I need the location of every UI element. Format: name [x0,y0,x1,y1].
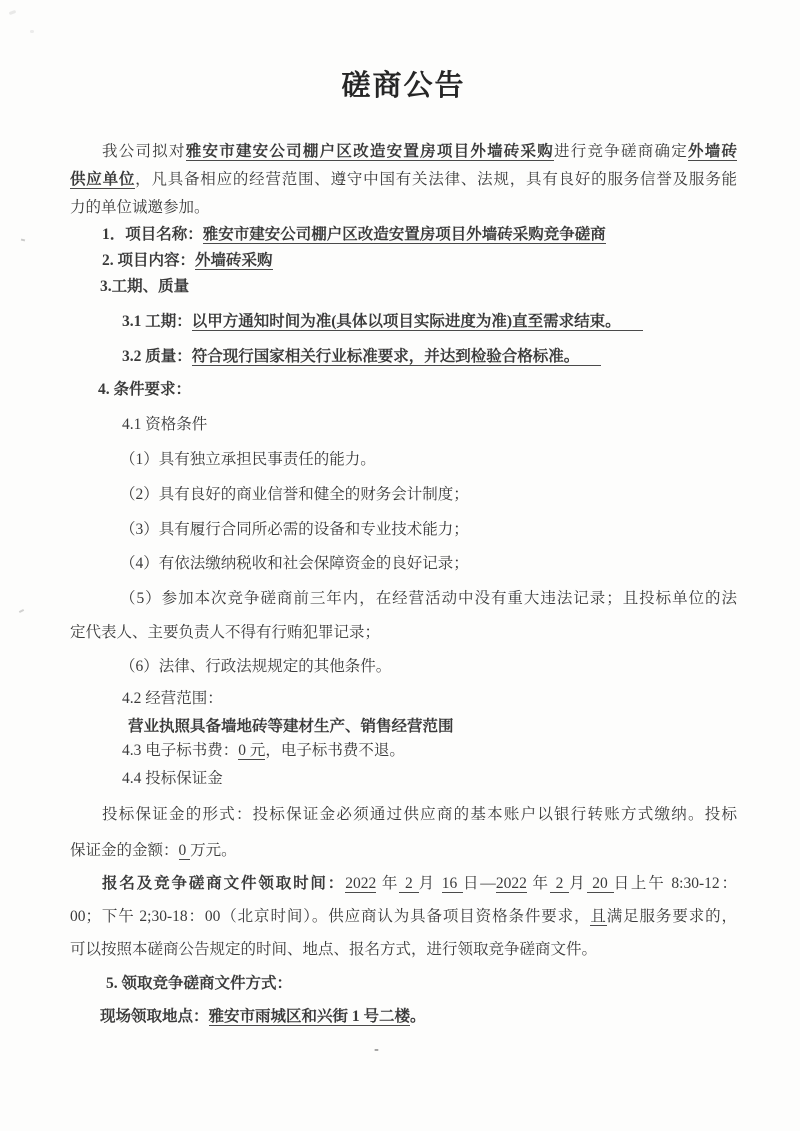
qualification-heading: 4.1 资格条件 [122,416,208,433]
signup-text: 满足服务要求的， [606,908,737,925]
quality-label: 3.2 质量： [122,348,192,365]
section-3-heading: 3.工期、质量 [100,278,190,295]
quality-value: 符合现行国家相关行业标准要求，并达到检验合格标准。 [192,348,602,366]
deposit-amount-label: 保证金的金额： [70,842,179,859]
quality-item [70,344,737,370]
condition-item: （2）具有良好的商业信誉和健全的财务会计制度； [120,486,469,503]
signup-text: 00；下午 2;30-18：00（北京时间）。供应商认为具备项目资格条件要求， [70,908,591,925]
signup-time-line-1 [70,871,737,897]
scan-speck [21,239,25,242]
condition-item-line-2: 定代表人、主要负责人不得有行贿犯罪记录； [70,624,381,641]
intro-text: ，凡具备相应的经营范围、遵守中国有关法律、法规，具有良好的服务信誉及服务能 [135,171,737,188]
deposit-amount-unit: 万元。 [190,842,237,859]
signup-month-2: 2 [549,875,570,892]
section-4-heading: 4. 条件要求： [98,381,192,398]
duration-value: 以甲方通知时间为准(具体以项目实际进度为准)直至需求结束。 [192,313,643,331]
signup-year-2: 2022 [495,875,527,892]
page-number-mark: - [374,1042,379,1057]
signup-month-1: 2 [399,875,419,892]
intro-line-3 [70,194,737,222]
project-content-value: 外墙砖采购 [195,252,273,269]
signup-day-2: 20 [586,875,614,892]
project-name-label: 1．项目名称： [102,226,203,243]
pickup-location-item [70,1004,737,1030]
duration-item [70,309,737,335]
pickup-location-label: 现场领取地点： [100,1008,209,1025]
signup-sep: 年 [376,875,400,892]
intro-line-1 [70,138,737,166]
intro-text: 我公司拟对 [102,143,186,160]
condition-item: （6）法律、行政法规规定的其他条件。 [120,658,392,675]
scan-speck [9,10,17,15]
section-5-heading: 5. 领取竞争磋商文件方式： [106,975,293,992]
business-scope-heading: 4.2 经营范围： [122,690,223,707]
signup-time-tail: 日上午 8:30-12： [613,875,738,892]
signup-time-line-2 [70,904,737,930]
signup-sep: 月 [569,875,587,892]
project-name-item [70,222,737,248]
deposit-line-2 [70,838,737,864]
intro-text: 进行竞争磋商确定 [554,143,688,160]
project-subject-underlined: 雅安市建安公司棚户区改造安置房项目外墙砖采购 [185,143,555,160]
pickup-location-value: 雅安市雨城区和兴街 1 号二楼 [208,1008,411,1025]
intro-text: 力的单位诚邀参加。 [70,199,210,216]
scan-speck [19,609,24,613]
signup-day-1: 16 [441,875,463,892]
signup-sep: 年 [526,875,550,892]
intro-line-2 [70,166,737,194]
condition-item: （1）具有独立承担民事责任的能力。 [120,451,376,468]
project-content-item [70,248,737,274]
duration-label: 3.1 工期： [122,313,192,330]
supplier-term-underlined: 外墙砖 [687,143,737,160]
project-content-label: 2. 项目内容： [102,252,196,269]
signup-sep: 月 [418,875,442,892]
page-title: 磋商公告 [341,70,466,102]
signup-time-label: 报名及竞争磋商文件领取时间： [102,875,346,892]
fee-value: 0 元 [238,742,266,759]
signup-underlined-char: 且 [590,908,607,925]
project-name-value: 雅安市建安公司棚户区改造安置房项目外墙砖采购竞争磋商 [202,226,606,243]
condition-item: （4）有依法缴纳税收和社会保障资金的良好记录； [120,555,469,572]
bid-deposit-heading: 4.4 投标保证金 [122,770,223,787]
pickup-location-period: 。 [410,1008,426,1025]
fee-note: ，电子标书费不退。 [265,742,405,759]
supplier-term-underlined: 供应单位 [70,171,136,188]
condition-item-line-1: （5）参加本次竞争磋商前三年内，在经营活动中没有重大违法记录；且投标单位的法 [120,590,737,607]
signup-time-line-3: 可以按照本磋商公告规定的时间、地点、报名方式，进行领取竞争磋商文件。 [70,941,598,958]
signup-sep: 日— [462,875,496,892]
bid-document-fee-item [70,738,737,764]
business-scope-value: 营业执照具备墙地砖等建材生产、销售经营范围 [128,718,454,735]
fee-label: 4.3 电子标书费： [122,742,239,759]
deposit-amount-value: 0 [178,842,191,859]
condition-item: （3）具有履行合同所必需的设备和专业技术能力； [120,521,469,538]
signup-year-1: 2022 [345,875,377,892]
deposit-line-1: 投标保证金的形式：投标保证金必须通过供应商的基本账户以银行转账方式缴纳。投标 [102,806,737,823]
scan-speck [30,30,34,33]
